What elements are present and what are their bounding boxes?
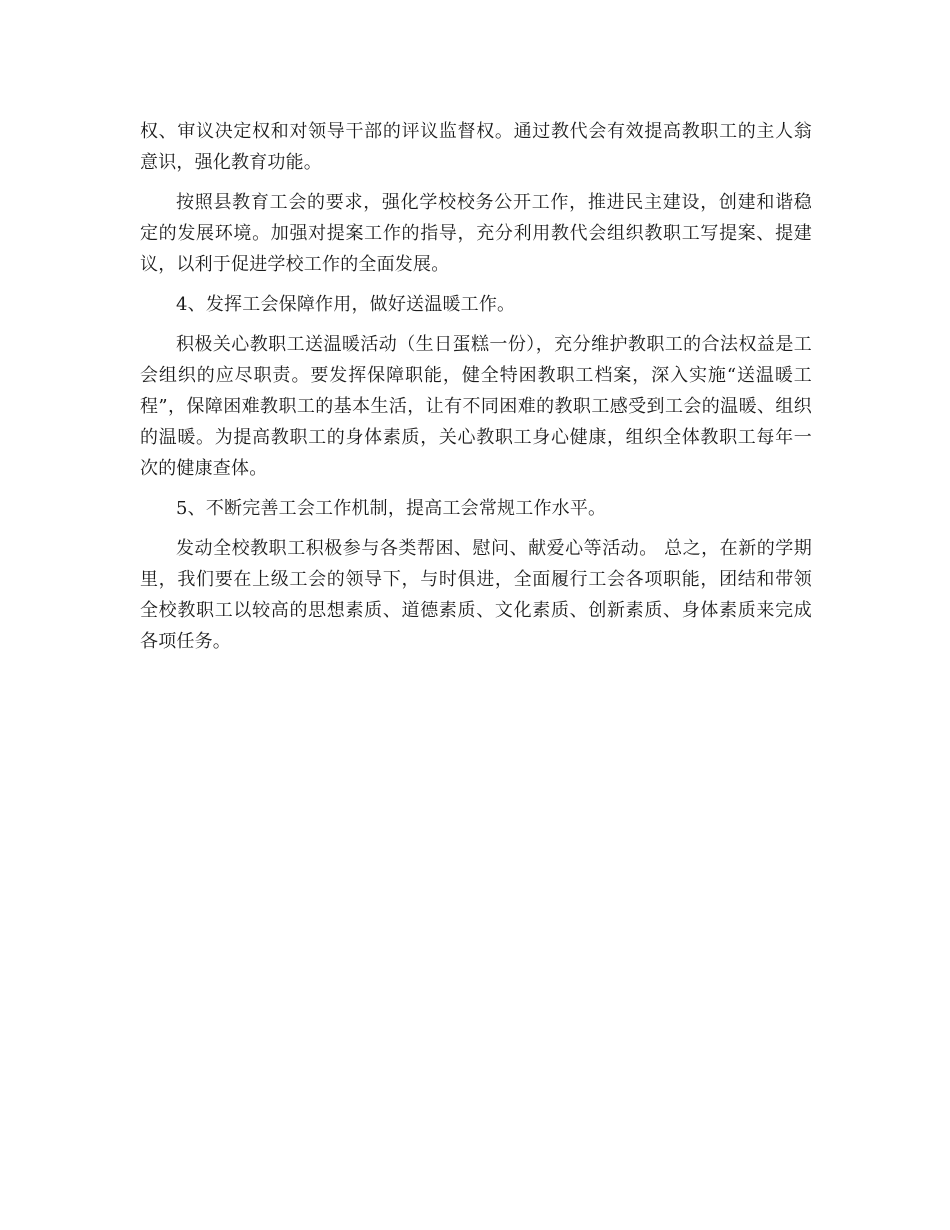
document-page bbox=[140, 116, 812, 657]
paragraph-democratic-management: 按照县教育工会的要求，强化学校校务公开工作，推进民主建设，创建和谐稳定的发展环境。加强对提案工作的指导，充分利用教代会组织教职工写提案、提建议，以利于促进学校工作的全面发展。 bbox=[140, 192, 812, 275]
section-heading-4: 4、发挥工会保障作用，做好送温暖工作。 bbox=[176, 294, 516, 315]
section-heading-5: 5、不断完善工会工作机制，提高工会常规工作水平。 bbox=[176, 498, 607, 519]
paragraph-warmth-work: 积极关心教职工送温暖活动（生日蛋糕一份），充分维护教职工的合法权益是工会组织的应尽职责。要发挥保障职能，健全特困教职工档案，深入实施“送温暖工程”，保障困难教职工的基本生活，让有不同困难的教职工感受到工会的温暖、组织的温暖。为提高教职工的身体素质，关心教职工身心健康，组织全体教职工每年一次的健康查体。 bbox=[140, 334, 812, 479]
paragraph-continuation: 权、审议决定权和对领导干部的评议监督权。通过教代会有效提高教职工的主人翁意识，强化教育功能。 bbox=[140, 121, 812, 173]
paragraph-conclusion: 发动全校教职工积极参与各类帮困、慰问、献爱心等活动。 总之，在新的学期里，我们要在上级工会的领导下，与时俱进，全面履行工会各项职能，团结和带领全校教职工以较高的思想素质、道德素质、文化素质、创新素质、身体素质来完成各项任务。 bbox=[140, 538, 812, 652]
